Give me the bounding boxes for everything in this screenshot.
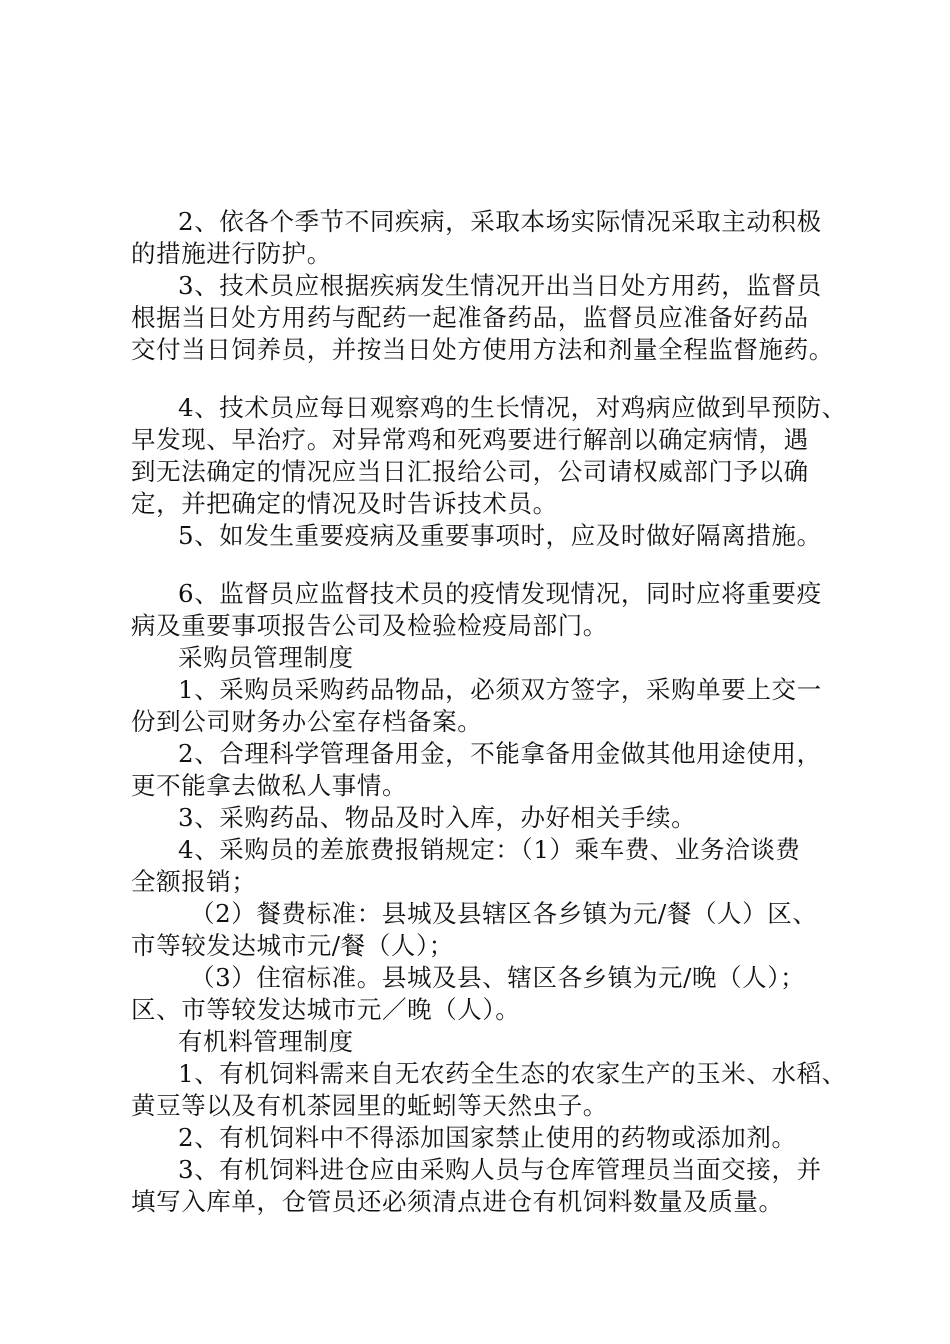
- paragraph-line: 2、合理科学管理备用金，不能拿备用金做其他用途使用，: [178, 739, 822, 768]
- paragraph-line: 份到公司财务办公室存档备案。: [131, 707, 483, 736]
- paragraph-line: 病及重要事项报告公司及检验检疫局部门。: [131, 611, 608, 640]
- paragraph-line: （2）餐费标准：县城及县辖区各乡镇为元/餐（人）区、: [190, 899, 818, 928]
- paragraph-line: 全额报销；: [131, 867, 257, 896]
- paragraph-line: 填写入库单，仓管员还必须清点进仓有机饲料数量及质量。: [131, 1187, 784, 1216]
- paragraph-line: 4、采购员的差旅费报销规定：（1）乘车费、业务洽谈费: [178, 835, 801, 864]
- paragraph-line: 4、技术员应每日观察鸡的生长情况，对鸡病应做到早预防、: [178, 393, 847, 422]
- paragraph-line: 市等较发达城市元/餐（人）；: [131, 931, 454, 960]
- paragraph-line: （3）住宿标准。县城及县、辖区各乡镇为元/晚（人）；: [190, 963, 806, 992]
- paragraph-line: 交付当日饲养员，并按当日处方使用方法和剂量全程监督施药。: [131, 335, 834, 364]
- paragraph-line: 3、采购药品、物品及时入库，办好相关手续。: [178, 803, 697, 832]
- paragraph-line: 3、技术员应根据疾病发生情况开出当日处方用药，监督员: [178, 271, 822, 300]
- section-heading: 采购员管理制度: [178, 643, 354, 672]
- paragraph-line: 1、采购员采购药品物品，必须双方签字，采购单要上交一: [178, 675, 822, 704]
- paragraph-line: 2、依各个季节不同疾病，采取本场实际情况采取主动积极: [178, 207, 822, 236]
- paragraph-line: 黄豆等以及有机茶园里的蚯蚓等天然虫子。: [131, 1091, 608, 1120]
- paragraph-line: 1、有机饲料需来自无农药全生态的农家生产的玉米、水稻、: [178, 1059, 847, 1088]
- paragraph-line: 的措施进行防护。: [131, 239, 332, 268]
- paragraph-line: 根据当日处方用药与配药一起准备药品，监督员应准备好药品: [131, 303, 809, 332]
- paragraph-line: 2、有机饲料中不得添加国家禁止使用的药物或添加剂。: [178, 1123, 797, 1152]
- paragraph-line: 3、有机饲料进仓应由采购人员与仓库管理员当面交接，并: [178, 1155, 822, 1184]
- paragraph-line: 到无法确定的情况应当日汇报给公司，公司请权威部门予以确: [131, 457, 809, 486]
- paragraph-line: 6、监督员应监督技术员的疫情发现情况，同时应将重要疫: [178, 579, 822, 608]
- paragraph-line: 定，并把确定的情况及时告诉技术员。: [131, 489, 558, 518]
- paragraph-line: 5、如发生重要疫病及重要事项时，应及时做好隔离措施。: [178, 521, 822, 550]
- section-heading: 有机料管理制度: [178, 1027, 354, 1056]
- paragraph-line: 区、市等较发达城市元／晚（人）。: [131, 995, 521, 1024]
- paragraph-line: 更不能拿去做私人事情。: [131, 771, 408, 800]
- paragraph-line: 早发现、早治疗。对异常鸡和死鸡要进行解剖以确定病情，遇: [131, 425, 809, 454]
